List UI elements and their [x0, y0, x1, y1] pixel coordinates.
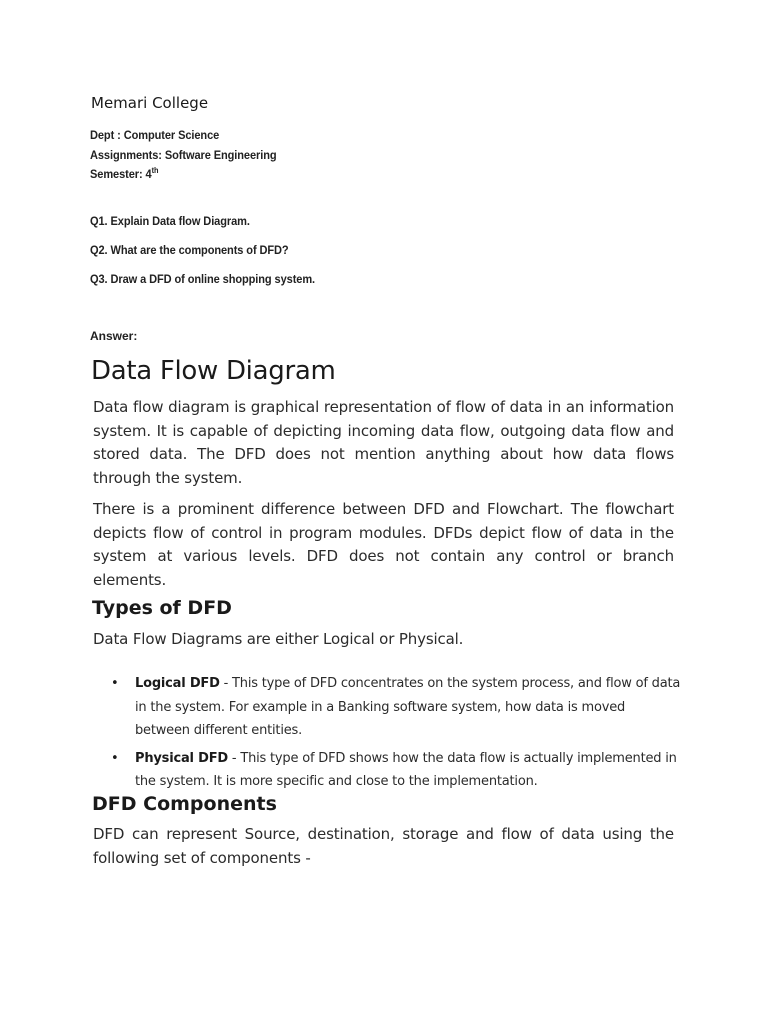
college-name: Memari College: [91, 94, 209, 112]
question-2: Q2. What are the components of DFD?: [90, 243, 289, 257]
page-title: Data Flow Diagram: [91, 356, 336, 386]
logical-dfd-term: Logical DFD: [135, 676, 220, 691]
components-intro: DFD can represent Source, destination, storage and flow of data using the following set of components -: [93, 825, 674, 867]
dfd-definition-paragraph: Data flow diagram is graphical representation of flow of data in an information system. It is capable of depicting incoming data flow, outgoing data flow and stored data. The DFD does not mention anything about how data flows through the system.: [93, 398, 674, 487]
bullet-icon: •: [111, 676, 119, 691]
types-heading: Types of DFD: [92, 597, 232, 619]
assignment-line: Assignments: Software Engineering: [90, 148, 277, 162]
dfd-vs-flowchart-paragraph: There is a prominent difference between DFD and Flowchart. The flowchart depicts flow of control in program modules. DFDs depict flow of data in the system at various levels. DFD does not contain any control or branch elements.: [93, 500, 674, 589]
physical-dfd-term: Physical DFD: [135, 750, 228, 766]
logical-dfd-description: - This type of DFD concentrates on the system process, and flow of data in the system. For example in a Banking software system, how data is moved between different entities.: [135, 676, 681, 738]
bullet-icon: •: [111, 750, 119, 766]
question-3: Q3. Draw a DFD of online shopping system.: [90, 272, 316, 286]
semester-line: [90, 167, 158, 181]
list-item: [93, 747, 683, 794]
dfd-types-list: [93, 672, 683, 798]
semester-superscript: th: [151, 166, 159, 175]
physical-dfd-description: - This type of DFD shows how the data flow is actually implemented in the system. It is more specific and close to the implementation.: [135, 750, 677, 789]
semester-label: Semester: 4: [90, 167, 152, 181]
types-intro: Data Flow Diagrams are either Logical or Physical.: [93, 630, 464, 648]
answer-label: Answer:: [90, 329, 138, 343]
list-item: [93, 672, 683, 743]
department-line: Dept : Computer Science: [90, 128, 220, 142]
components-heading: DFD Components: [92, 793, 277, 815]
question-1: Q1. Explain Data flow Diagram.: [90, 214, 250, 228]
